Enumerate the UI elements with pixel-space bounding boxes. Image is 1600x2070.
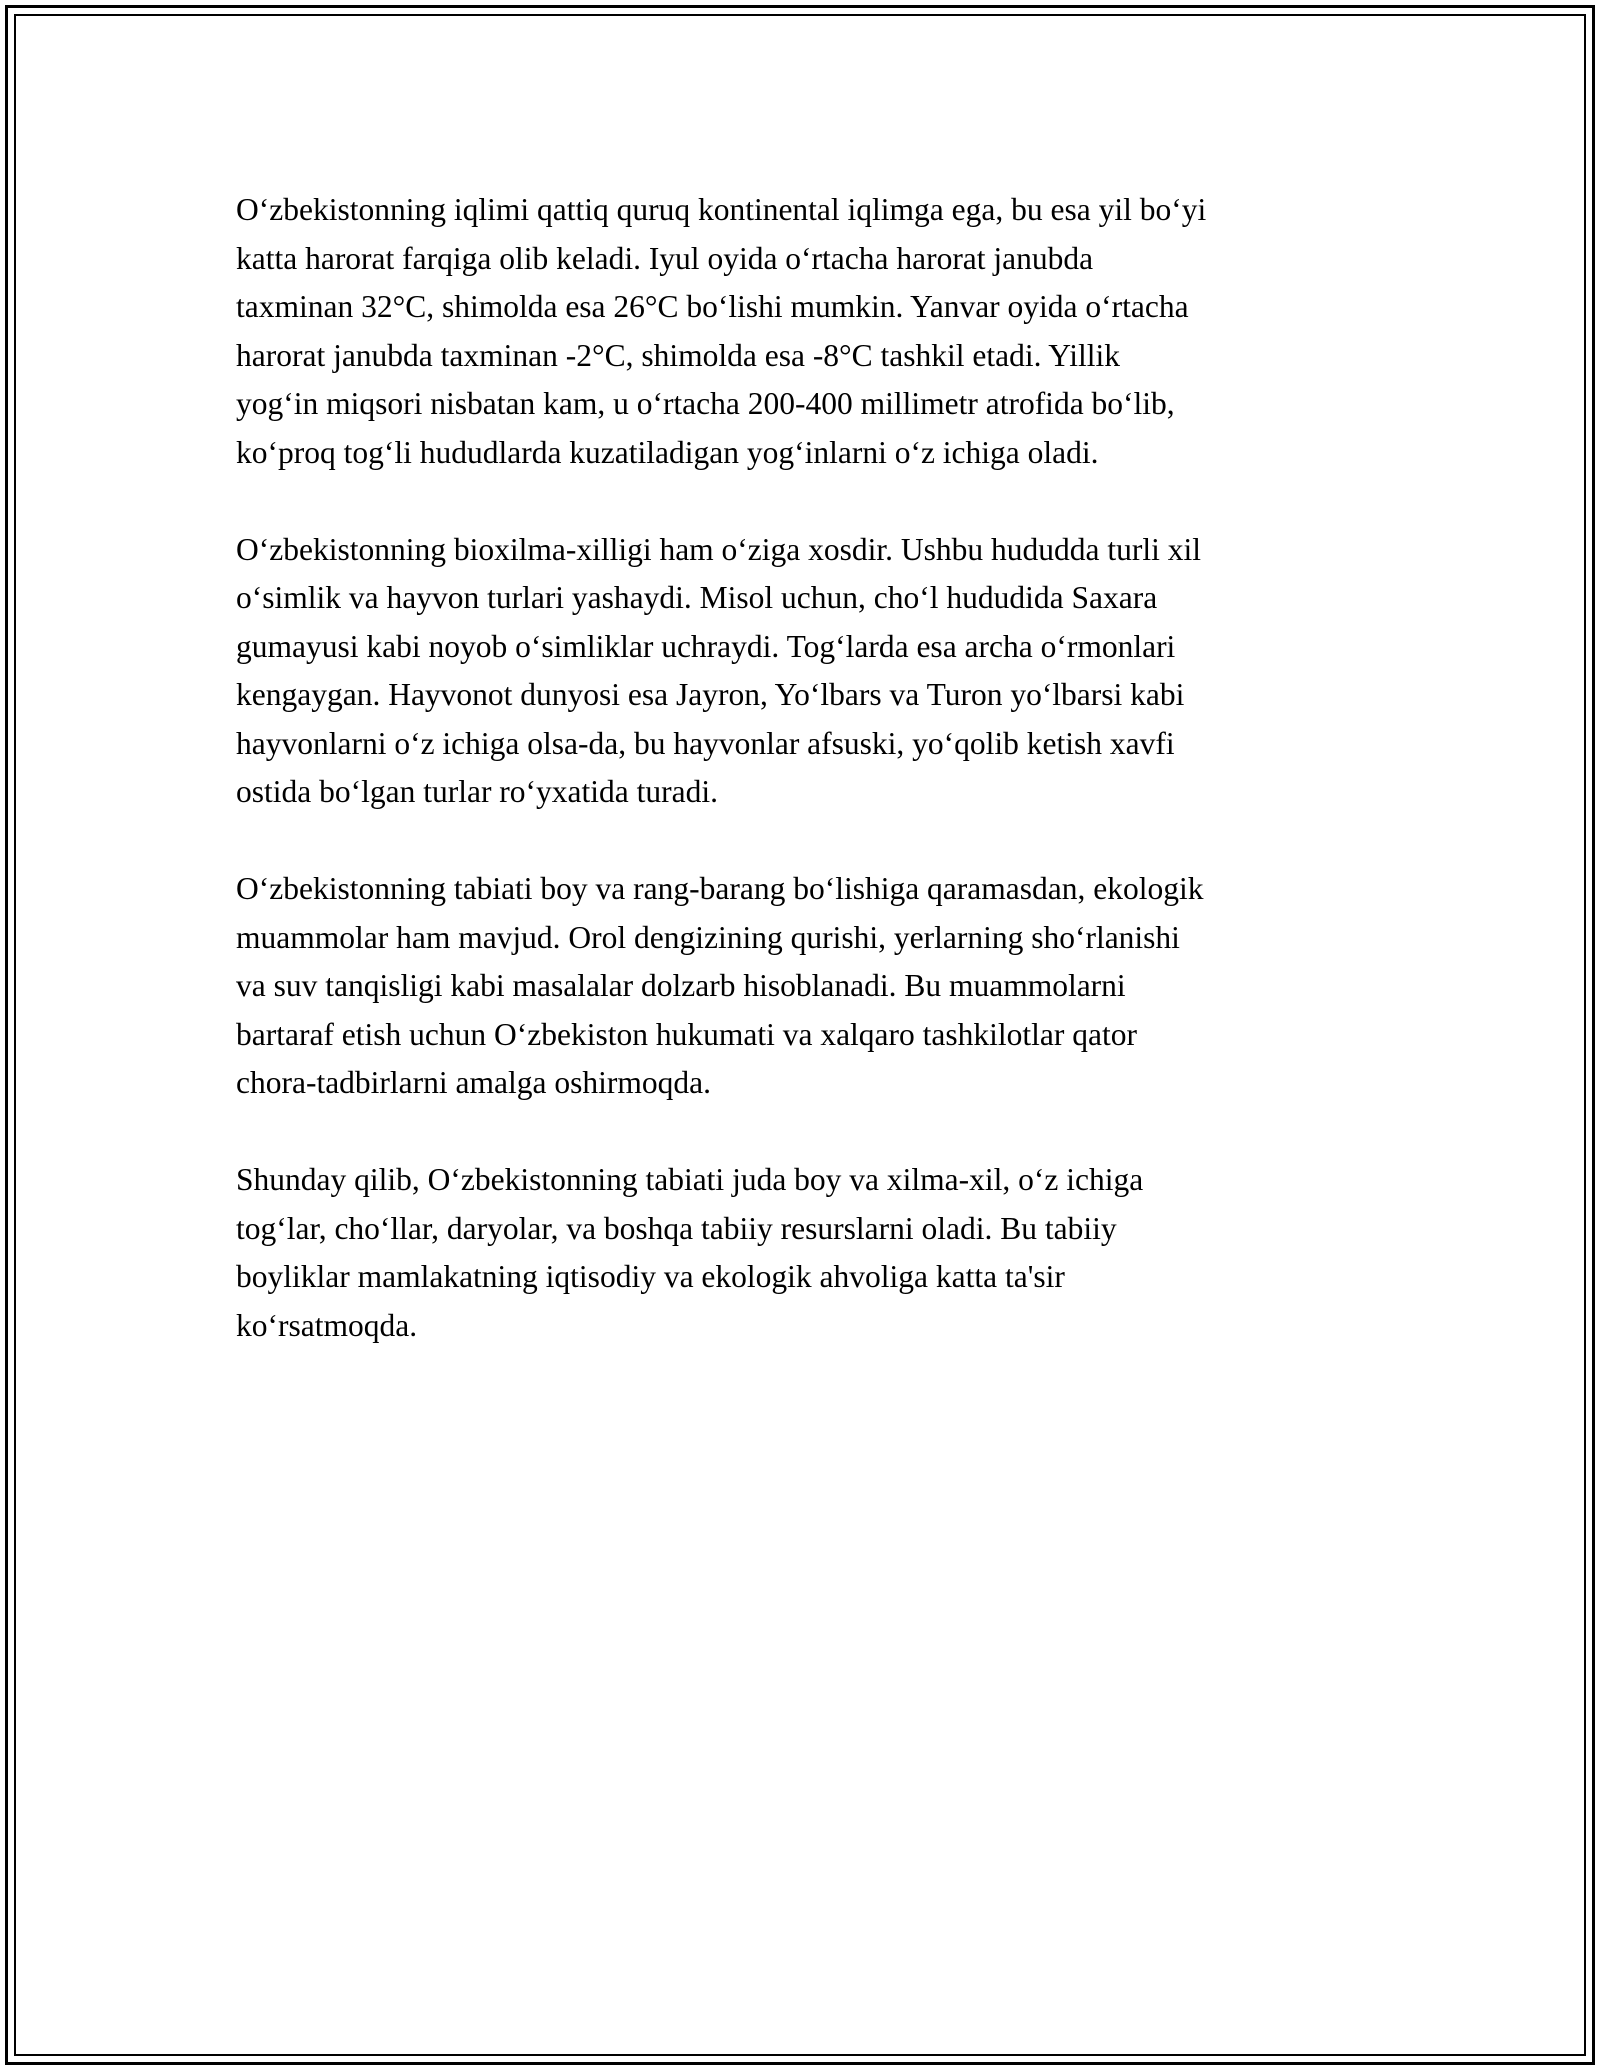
text-line: Shunday qilib, O‘zbekistonning tabiati juda boy va xilma-xil, o‘z ichiga xyxy=(236,1162,1144,1197)
text-line: taxminan 32°C, shimolda esa 26°C bo‘lishi mumkin. Yanvar oyida o‘rtacha xyxy=(236,289,1189,324)
text-line: gumayusi kabi noyob o‘simliklar uchraydi. Tog‘larda esa archa o‘rmonlari xyxy=(236,628,1176,664)
text-line: katta harorat farqiga olib keladi. Iyul oyida o‘rtacha harorat janubda xyxy=(236,240,1094,276)
text-line: ko‘proq tog‘li hududlarda kuzatiladigan yog‘inlarni o‘z ichiga oladi. xyxy=(236,434,1099,470)
text-line: O‘zbekistonning tabiati boy va rang-barang bo‘lishiga qaramasdan, ekologik xyxy=(236,871,1204,906)
text-line: yog‘in miqsori nisbatan kam, u o‘rtacha 200-400 millimetr atrofida bo‘lib, xyxy=(236,386,1175,421)
text-line: o‘simlik va hayvon turlari yashaydi. Misol uchun, cho‘l hududida Saxara xyxy=(236,580,1158,615)
text-line: va suv tanqisligi kabi masalalar dolzarb hisoblanadi. Bu muammolarni xyxy=(236,968,1126,1003)
text-line: tog‘lar, cho‘llar, daryolar, va boshqa tabiiy resurslarni oladi. Bu tabiiy xyxy=(236,1210,1117,1246)
paragraph-biodiversity xyxy=(236,526,1376,817)
paragraph-conclusion xyxy=(236,1156,1376,1350)
text-line: hayvonlarni o‘z ichiga olsa-da, bu hayvonlar afsuski, yo‘qolib ketish xavfi xyxy=(236,725,1175,761)
text-line: harorat janubda taxminan -2°C, shimolda esa -8°C tashkil etadi. Yillik xyxy=(236,337,1120,373)
text-line: chora-tadbirlarni amalga oshirmoqda. xyxy=(236,1065,711,1100)
paragraph-ecology xyxy=(236,865,1376,1108)
text-line: muammolar ham mavjud. Orol dengizining qurishi, yerlarning sho‘rlanishi xyxy=(236,919,1180,955)
text-line: ostida bo‘lgan turlar ro‘yxatida turadi. xyxy=(236,774,718,809)
paragraph-climate xyxy=(236,186,1376,477)
text-line: O‘zbekistonning iqlimi qattiq quruq kontinental iqlimga ega, bu esa yil bo‘yi xyxy=(236,192,1207,227)
text-line: O‘zbekistonning bioxilma-xilligi ham o‘ziga xosdir. Ushbu hududda turli xil xyxy=(236,531,1202,567)
text-line: bartaraf etish uchun O‘zbekiston hukumati va xalqaro tashkilotlar qator xyxy=(236,1016,1137,1052)
text-line: boyliklar mamlakatning iqtisodiy va ekologik ahvoliga katta ta'sir xyxy=(236,1259,1065,1294)
document-body xyxy=(236,186,1376,1399)
text-line: ko‘rsatmoqda. xyxy=(236,1307,418,1343)
text-line: kengaygan. Hayvonot dunyosi esa Jayron, Yo‘lbars va Turon yo‘lbarsi kabi xyxy=(236,677,1185,712)
